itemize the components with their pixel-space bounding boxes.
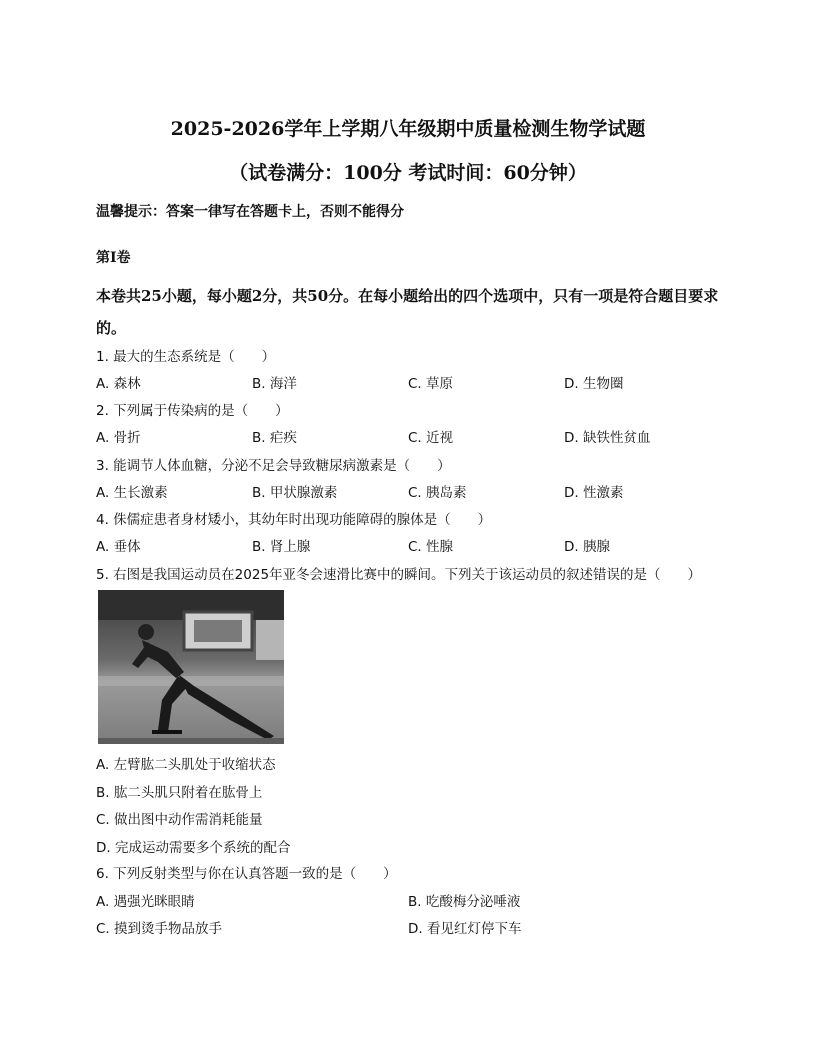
speed-skater-photo xyxy=(98,590,284,744)
question-5-option-b[interactable]: B. 肱二头肌只附着在肱骨上 xyxy=(96,785,263,801)
section-instructions: 本卷共25小题，每小题2分，共50分。在每小题给出的四个选项中，只有一项是符合题目要求的。 xyxy=(96,287,719,337)
section-heading: 第Ⅰ卷 xyxy=(96,250,131,266)
question-6-option-a[interactable]: A. 遇强光眯眼睛 xyxy=(96,894,195,910)
question-4-stem: 4. 侏儒症患者身材矮小，其幼年时出现功能障碍的腺体是（ ） xyxy=(96,512,492,528)
question-1-option-d[interactable]: D. 生物圈 xyxy=(564,376,624,392)
question-5-option-c[interactable]: C. 做出图中动作需消耗能量 xyxy=(96,812,263,828)
question-6-option-d[interactable]: D. 看见红灯停下车 xyxy=(408,921,522,937)
question-2-stem: 2. 下列属于传染病的是（ ） xyxy=(96,403,289,419)
question-3-option-a[interactable]: A. 生长激素 xyxy=(96,485,168,501)
question-2-option-a[interactable]: A. 骨折 xyxy=(96,430,141,446)
question-2-option-d[interactable]: D. 缺铁性贫血 xyxy=(564,430,651,446)
question-2-option-c[interactable]: C. 近视 xyxy=(408,430,454,446)
question-3-option-b[interactable]: B. 甲状腺激素 xyxy=(252,485,338,501)
question-5-option-d[interactable]: D. 完成运动需要多个系统的配合 xyxy=(96,840,291,856)
exam-subtitle: （试卷满分：100分 考试时间：60分钟） xyxy=(229,162,587,184)
question-5-option-a[interactable]: A. 左臂肱二头肌处于收缩状态 xyxy=(96,757,276,773)
question-6-stem: 6. 下列反射类型与你在认真答题一致的是（ ） xyxy=(96,866,397,882)
question-1-option-a[interactable]: A. 森林 xyxy=(96,376,141,392)
question-4-option-a[interactable]: A. 垂体 xyxy=(96,539,141,555)
question-2-option-b[interactable]: B. 疟疾 xyxy=(252,430,297,446)
question-4-option-b[interactable]: B. 肾上腺 xyxy=(252,539,311,555)
question-3-option-c[interactable]: C. 胰岛素 xyxy=(408,485,467,501)
question-5-stem: 5. 右图是我国运动员在2025年亚冬会速滑比赛中的瞬间。下列关于该运动员的叙述错误的是（ ） xyxy=(96,567,702,583)
question-3-option-d[interactable]: D. 性激素 xyxy=(564,485,624,501)
question-1-stem: 1. 最大的生态系统是（ ） xyxy=(96,349,276,365)
question-6-option-c[interactable]: C. 摸到烫手物品放手 xyxy=(96,921,223,937)
question-4-option-c[interactable]: C. 性腺 xyxy=(408,539,454,555)
question-6-option-b[interactable]: B. 吃酸梅分泌唾液 xyxy=(408,894,521,910)
exam-title: 2025-2026学年上学期八年级期中质量检测生物学试题 xyxy=(170,118,646,140)
question-3-stem: 3. 能调节人体血糖，分泌不足会导致糖尿病激素是（ ） xyxy=(96,458,451,474)
notice-text: 温馨提示：答案一律写在答题卡上，否则不能得分 xyxy=(96,204,404,220)
question-1-option-b[interactable]: B. 海洋 xyxy=(252,376,297,392)
question-1-option-c[interactable]: C. 草原 xyxy=(408,376,454,392)
question-4-option-d[interactable]: D. 胰腺 xyxy=(564,539,610,555)
